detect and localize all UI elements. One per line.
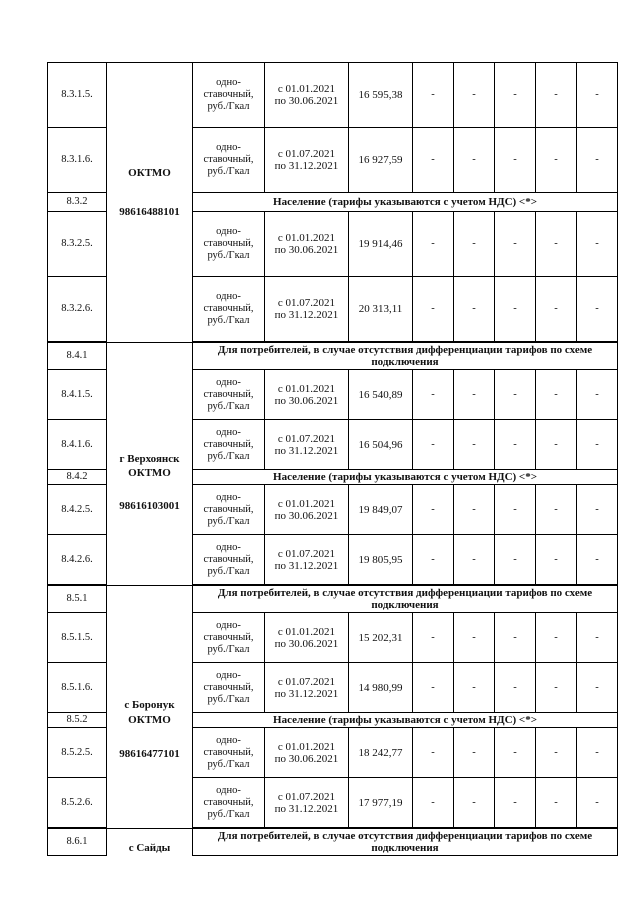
row-code: 8.5.1	[48, 586, 107, 613]
empty-value: -	[495, 485, 536, 535]
empty-value: -	[495, 63, 536, 128]
row-code: 8.4.2	[48, 470, 107, 485]
tariff-value: 14 980,99	[349, 663, 413, 713]
rate-type: одно- ставочный, руб./Гкал	[193, 420, 265, 470]
rate-type: одно- ставочный, руб./Гкал	[193, 127, 265, 192]
empty-value: -	[454, 485, 495, 535]
tariff-value: 20 313,11	[349, 276, 413, 341]
empty-value: -	[413, 420, 454, 470]
empty-value: -	[454, 63, 495, 128]
empty-value: -	[413, 276, 454, 341]
table-row	[48, 343, 618, 370]
empty-value: -	[536, 728, 577, 778]
rate-type: одно- ставочный, руб./Гкал	[193, 778, 265, 828]
row-code: 8.6.1	[48, 829, 107, 856]
consumers-header: Для потребителей, в случае отсутствия дифференциации тарифов по схеме подключения	[193, 586, 618, 613]
location-cell	[107, 586, 193, 829]
empty-value: -	[577, 63, 618, 128]
tariff-value: 19 805,95	[349, 535, 413, 585]
row-code: 8.5.2.6.	[48, 778, 107, 828]
empty-value: -	[495, 127, 536, 192]
empty-value: -	[495, 276, 536, 341]
tariff-value: 17 977,19	[349, 778, 413, 828]
row-code: 8.4.2.5.	[48, 485, 107, 535]
location-name: с Боронук	[124, 699, 175, 711]
tariff-value: 18 242,77	[349, 728, 413, 778]
empty-value: -	[536, 212, 577, 277]
empty-value: -	[454, 276, 495, 341]
row-code: 8.3.2	[48, 192, 107, 211]
row-code: 8.3.2.5.	[48, 212, 107, 277]
tariff-value: 16 504,96	[349, 420, 413, 470]
location-cell	[107, 63, 193, 343]
empty-value: -	[536, 127, 577, 192]
empty-value: -	[577, 728, 618, 778]
tariff-value: 16 540,89	[349, 370, 413, 420]
empty-value: -	[495, 535, 536, 585]
row-code: 8.5.1.6.	[48, 663, 107, 713]
empty-value: -	[454, 663, 495, 713]
empty-value: -	[454, 212, 495, 277]
row-code: 8.5.2	[48, 713, 107, 728]
period: с 01.01.2021 по 30.06.2021	[265, 212, 349, 277]
period: с 01.07.2021 по 31.12.2021	[265, 420, 349, 470]
empty-value: -	[413, 63, 454, 128]
table-row	[48, 829, 618, 856]
rate-type: одно- ставочный, руб./Гкал	[193, 63, 265, 128]
empty-value: -	[577, 127, 618, 192]
empty-value: -	[577, 778, 618, 828]
empty-value: -	[495, 370, 536, 420]
tariff-table	[47, 62, 618, 856]
empty-value: -	[536, 663, 577, 713]
empty-value: -	[454, 728, 495, 778]
rate-type: одно- ставочный, руб./Гкал	[193, 613, 265, 663]
empty-value: -	[577, 613, 618, 663]
empty-value: -	[536, 778, 577, 828]
empty-value: -	[536, 535, 577, 585]
empty-value: -	[495, 613, 536, 663]
empty-value: -	[577, 370, 618, 420]
period: с 01.01.2021 по 30.06.2021	[265, 613, 349, 663]
tariff-value: 16 595,38	[349, 63, 413, 128]
tariff-value: 19 914,46	[349, 212, 413, 277]
table-body	[48, 63, 618, 856]
empty-value: -	[577, 485, 618, 535]
empty-value: -	[495, 212, 536, 277]
row-code: 8.5.1.5.	[48, 613, 107, 663]
oktmo-code: 98616477101	[119, 748, 180, 760]
consumers-header: Для потребителей, в случае отсутствия дифференциации тарифов по схеме подключения	[193, 829, 618, 856]
empty-value: -	[413, 127, 454, 192]
rate-type: одно- ставочный, руб./Гкал	[193, 370, 265, 420]
empty-value: -	[413, 535, 454, 585]
empty-value: -	[577, 212, 618, 277]
empty-value: -	[577, 276, 618, 341]
rate-type: одно- ставочный, руб./Гкал	[193, 485, 265, 535]
population-header: Население (тарифы указываются с учетом НДС) <*>	[193, 713, 618, 728]
empty-value: -	[577, 535, 618, 585]
empty-value: -	[454, 127, 495, 192]
empty-value: -	[413, 485, 454, 535]
empty-value: -	[536, 485, 577, 535]
empty-value: -	[413, 613, 454, 663]
row-code: 8.5.2.5.	[48, 728, 107, 778]
location-name: с Сайды	[128, 841, 171, 854]
empty-value: -	[536, 370, 577, 420]
empty-value: -	[454, 778, 495, 828]
table-row	[48, 63, 618, 128]
empty-value: -	[413, 212, 454, 277]
empty-value: -	[454, 370, 495, 420]
rate-type: одно- ставочный, руб./Гкал	[193, 535, 265, 585]
row-code: 8.3.1.6.	[48, 127, 107, 192]
period: с 01.07.2021 по 31.12.2021	[265, 535, 349, 585]
oktmo-label: ОКТМО	[128, 167, 171, 179]
empty-value: -	[454, 613, 495, 663]
tariff-value: 16 927,59	[349, 127, 413, 192]
period: с 01.07.2021 по 31.12.2021	[265, 276, 349, 341]
empty-value: -	[536, 276, 577, 341]
period: с 01.07.2021 по 31.12.2021	[265, 778, 349, 828]
location-cell	[107, 829, 193, 856]
row-code: 8.4.1.6.	[48, 420, 107, 470]
row-code: 8.4.2.6.	[48, 535, 107, 585]
rate-type: одно- ставочный, руб./Гкал	[193, 663, 265, 713]
empty-value: -	[536, 613, 577, 663]
empty-value: -	[454, 420, 495, 470]
tariff-value: 19 849,07	[349, 485, 413, 535]
empty-value: -	[536, 420, 577, 470]
population-header: Население (тарифы указываются с учетом НДС) <*>	[193, 470, 618, 485]
oktmo-label: ОКТМО	[128, 467, 171, 479]
empty-value: -	[413, 728, 454, 778]
empty-value: -	[413, 663, 454, 713]
empty-value: -	[454, 535, 495, 585]
tariff-value: 15 202,31	[349, 613, 413, 663]
empty-value: -	[495, 728, 536, 778]
period: с 01.07.2021 по 31.12.2021	[265, 127, 349, 192]
row-code: 8.4.1.5.	[48, 370, 107, 420]
period: с 01.01.2021 по 30.06.2021	[265, 63, 349, 128]
empty-value: -	[495, 420, 536, 470]
period: с 01.01.2021 по 30.06.2021	[265, 728, 349, 778]
rate-type: одно- ставочный, руб./Гкал	[193, 276, 265, 341]
empty-value: -	[536, 63, 577, 128]
row-code: 8.4.1	[48, 343, 107, 370]
row-code: 8.3.2.6.	[48, 276, 107, 341]
period: с 01.01.2021 по 30.06.2021	[265, 370, 349, 420]
empty-value: -	[577, 420, 618, 470]
oktmo-code: 98616488101	[119, 206, 180, 218]
empty-value: -	[495, 778, 536, 828]
table-row	[48, 586, 618, 613]
period: с 01.07.2021 по 31.12.2021	[265, 663, 349, 713]
rate-type: одно- ставочный, руб./Гкал	[193, 212, 265, 277]
period: с 01.01.2021 по 30.06.2021	[265, 485, 349, 535]
oktmo-code: 98616103001	[119, 500, 180, 512]
empty-value: -	[413, 778, 454, 828]
population-header: Население (тарифы указываются с учетом НДС) <*>	[193, 192, 618, 211]
row-code: 8.3.1.5.	[48, 63, 107, 128]
oktmo-label: ОКТМО	[128, 714, 171, 726]
location-cell	[107, 343, 193, 586]
empty-value: -	[495, 663, 536, 713]
rate-type: одно- ставочный, руб./Гкал	[193, 728, 265, 778]
consumers-header: Для потребителей, в случае отсутствия дифференциации тарифов по схеме подключения	[193, 343, 618, 370]
empty-value: -	[413, 370, 454, 420]
location-name: г Верхоянск	[119, 453, 180, 465]
empty-value: -	[577, 663, 618, 713]
